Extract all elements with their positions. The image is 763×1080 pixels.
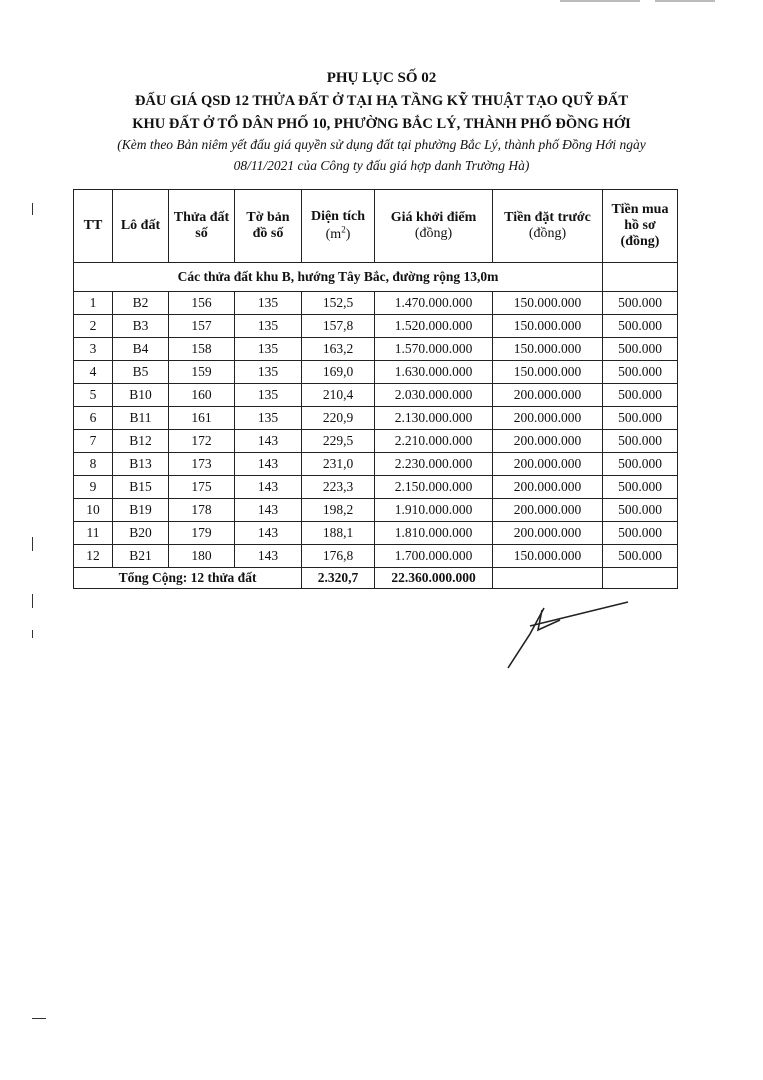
table-row (74, 338, 678, 361)
margin-mark (32, 1018, 46, 1019)
cell-gia-khoi-diem: 1.910.000.000 (375, 499, 493, 522)
cell-lo-dat: B12 (113, 430, 169, 453)
cell-tt: 1 (74, 292, 113, 315)
cell-tt: 3 (74, 338, 113, 361)
cell-tt: 2 (74, 315, 113, 338)
table-row (74, 476, 678, 499)
cell-thua-dat: 179 (169, 522, 235, 545)
cell-lo-dat: B2 (113, 292, 169, 315)
cell-to-ban-do: 135 (235, 384, 302, 407)
cell-tt: 6 (74, 407, 113, 430)
group-row (74, 263, 678, 292)
cell-tien-mua-ho-so: 500.000 (603, 499, 678, 522)
cell-to-ban-do: 135 (235, 338, 302, 361)
cell-thua-dat: 159 (169, 361, 235, 384)
cell-thua-dat: 160 (169, 384, 235, 407)
table-row (74, 522, 678, 545)
cell-tt: 10 (74, 499, 113, 522)
attachment-note-line-1: (Kèm theo Bản niêm yết đấu giá quyền sử dụng đất tại phường Bắc Lý, thành phố Đồng Hới ngày (117, 137, 646, 152)
cell-gia-khoi-diem: 2.210.000.000 (375, 430, 493, 453)
cell-tien-dat-truoc: 150.000.000 (493, 361, 603, 384)
cell-to-ban-do: 143 (235, 453, 302, 476)
cell-gia-khoi-diem: 2.130.000.000 (375, 407, 493, 430)
document-heading-line-2: KHU ĐẤT Ở TỔ DÂN PHỐ 10, PHƯỜNG BẮC LÝ, THÀNH PHỐ ĐỒNG HỚI (132, 116, 631, 132)
cell-tt: 12 (74, 545, 113, 568)
cell-tien-dat-truoc: 150.000.000 (493, 292, 603, 315)
cell-dien-tich: 229,5 (302, 430, 375, 453)
cell-to-ban-do: 135 (235, 315, 302, 338)
cell-thua-dat: 178 (169, 499, 235, 522)
cell-thua-dat: 180 (169, 545, 235, 568)
cell-tien-dat-truoc: 200.000.000 (493, 384, 603, 407)
cell-gia-khoi-diem: 1.470.000.000 (375, 292, 493, 315)
cell-to-ban-do: 143 (235, 476, 302, 499)
cell-dien-tich: 188,1 (302, 522, 375, 545)
cell-lo-dat: B13 (113, 453, 169, 476)
table-row (74, 430, 678, 453)
cell-tien-mua-ho-so: 500.000 (603, 476, 678, 499)
cell-gia-khoi-diem: 2.030.000.000 (375, 384, 493, 407)
col-header-tt: TT (74, 190, 113, 263)
cell-tien-dat-truoc: 200.000.000 (493, 407, 603, 430)
cell-tien-mua-ho-so: 500.000 (603, 292, 678, 315)
cell-tt: 5 (74, 384, 113, 407)
cell-lo-dat: B3 (113, 315, 169, 338)
margin-mark (32, 594, 33, 608)
scan-edge-mark (655, 0, 715, 2)
margin-mark (32, 630, 33, 638)
cell-to-ban-do: 143 (235, 522, 302, 545)
group-empty-cell (603, 263, 678, 292)
cell-lo-dat: B5 (113, 361, 169, 384)
attachment-note-line-2: 08/11/2021 của Công ty đấu giá hợp danh Trường Hà) (233, 158, 530, 173)
cell-to-ban-do: 135 (235, 361, 302, 384)
table-row (74, 361, 678, 384)
cell-gia-khoi-diem: 1.630.000.000 (375, 361, 493, 384)
cell-dien-tich: 223,3 (302, 476, 375, 499)
cell-thua-dat: 173 (169, 453, 235, 476)
cell-tt: 9 (74, 476, 113, 499)
total-gia-khoi-diem: 22.360.000.000 (375, 568, 493, 589)
cell-dien-tich: 231,0 (302, 453, 375, 476)
total-row (74, 568, 678, 589)
cell-dien-tich: 169,0 (302, 361, 375, 384)
cell-lo-dat: B20 (113, 522, 169, 545)
table-row (74, 384, 678, 407)
cell-lo-dat: B21 (113, 545, 169, 568)
total-label: Tổng Cộng: 12 thửa đất (74, 568, 302, 589)
cell-thua-dat: 161 (169, 407, 235, 430)
margin-mark (32, 537, 33, 551)
cell-tien-mua-ho-so: 500.000 (603, 545, 678, 568)
cell-tt: 4 (74, 361, 113, 384)
land-plot-table (73, 189, 678, 589)
cell-dien-tich: 176,8 (302, 545, 375, 568)
cell-tt: 8 (74, 453, 113, 476)
table-row (74, 545, 678, 568)
cell-to-ban-do: 143 (235, 499, 302, 522)
cell-tien-mua-ho-so: 500.000 (603, 430, 678, 453)
margin-mark (32, 203, 33, 215)
document-heading-line-1: ĐẤU GIÁ QSD 12 THỬA ĐẤT Ở TẠI HẠ TẦNG KỸ THUẬT TẠO QUỸ ĐẤT (134, 93, 629, 109)
table-row (74, 315, 678, 338)
col-header-gia-khoi-diem: Giá khởi điểm (đồng) (375, 190, 493, 263)
cell-tien-dat-truoc: 150.000.000 (493, 315, 603, 338)
table-header-row (74, 190, 678, 263)
scan-edge-mark (560, 0, 640, 2)
cell-tien-mua-ho-so: 500.000 (603, 361, 678, 384)
cell-dien-tich: 210,4 (302, 384, 375, 407)
table-row (74, 407, 678, 430)
cell-lo-dat: B10 (113, 384, 169, 407)
total-empty-cell (493, 568, 603, 589)
cell-to-ban-do: 143 (235, 545, 302, 568)
col-header-tien-mua-ho-so: Tiền mua hồ sơ (đồng) (603, 190, 678, 263)
table-row (74, 499, 678, 522)
cell-tien-mua-ho-so: 500.000 (603, 522, 678, 545)
cell-tien-mua-ho-so: 500.000 (603, 338, 678, 361)
cell-lo-dat: B15 (113, 476, 169, 499)
cell-tien-dat-truoc: 150.000.000 (493, 545, 603, 568)
col-header-tien-dat-truoc: Tiền đặt trước (đồng) (493, 190, 603, 263)
cell-thua-dat: 172 (169, 430, 235, 453)
cell-tien-dat-truoc: 200.000.000 (493, 430, 603, 453)
cell-to-ban-do: 143 (235, 430, 302, 453)
total-empty-cell (603, 568, 678, 589)
cell-tien-mua-ho-so: 500.000 (603, 384, 678, 407)
cell-lo-dat: B11 (113, 407, 169, 430)
cell-thua-dat: 158 (169, 338, 235, 361)
cell-gia-khoi-diem: 1.810.000.000 (375, 522, 493, 545)
col-header-dien-tich: Diện tích $(m^2)$ (302, 190, 375, 263)
cell-tien-dat-truoc: 150.000.000 (493, 338, 603, 361)
cell-lo-dat: B19 (113, 499, 169, 522)
cell-dien-tich: 198,2 (302, 499, 375, 522)
col-header-lo-dat: Lô đất (113, 190, 169, 263)
cell-thua-dat: 156 (169, 292, 235, 315)
cell-to-ban-do: 135 (235, 292, 302, 315)
cell-tien-dat-truoc: 200.000.000 (493, 499, 603, 522)
signature-mark (500, 596, 640, 676)
cell-tien-dat-truoc: 200.000.000 (493, 522, 603, 545)
cell-thua-dat: 175 (169, 476, 235, 499)
cell-thua-dat: 157 (169, 315, 235, 338)
cell-tien-mua-ho-so: 500.000 (603, 407, 678, 430)
col-header-to-ban-do: Tờ bản đồ số (235, 190, 302, 263)
cell-tt: 11 (74, 522, 113, 545)
cell-dien-tich: 163,2 (302, 338, 375, 361)
total-dien-tich: 2.320,7 (302, 568, 375, 589)
cell-tien-dat-truoc: 200.000.000 (493, 453, 603, 476)
col-header-thua-dat: Thửa đất số (169, 190, 235, 263)
cell-tien-mua-ho-so: 500.000 (603, 453, 678, 476)
appendix-title: PHỤ LỤC SỐ 02 (326, 70, 437, 86)
group-label: Các thửa đất khu B, hướng Tây Bắc, đường rộng 13,0m (74, 263, 603, 292)
cell-tien-mua-ho-so: 500.000 (603, 315, 678, 338)
cell-tt: 7 (74, 430, 113, 453)
cell-dien-tich: 220,9 (302, 407, 375, 430)
cell-gia-khoi-diem: 2.230.000.000 (375, 453, 493, 476)
table-row (74, 292, 678, 315)
cell-lo-dat: B4 (113, 338, 169, 361)
cell-dien-tich: 152,5 (302, 292, 375, 315)
cell-to-ban-do: 135 (235, 407, 302, 430)
cell-gia-khoi-diem: 1.570.000.000 (375, 338, 493, 361)
table-row (74, 453, 678, 476)
cell-gia-khoi-diem: 1.700.000.000 (375, 545, 493, 568)
cell-gia-khoi-diem: 2.150.000.000 (375, 476, 493, 499)
cell-gia-khoi-diem: 1.520.000.000 (375, 315, 493, 338)
cell-dien-tich: 157,8 (302, 315, 375, 338)
cell-tien-dat-truoc: 200.000.000 (493, 476, 603, 499)
